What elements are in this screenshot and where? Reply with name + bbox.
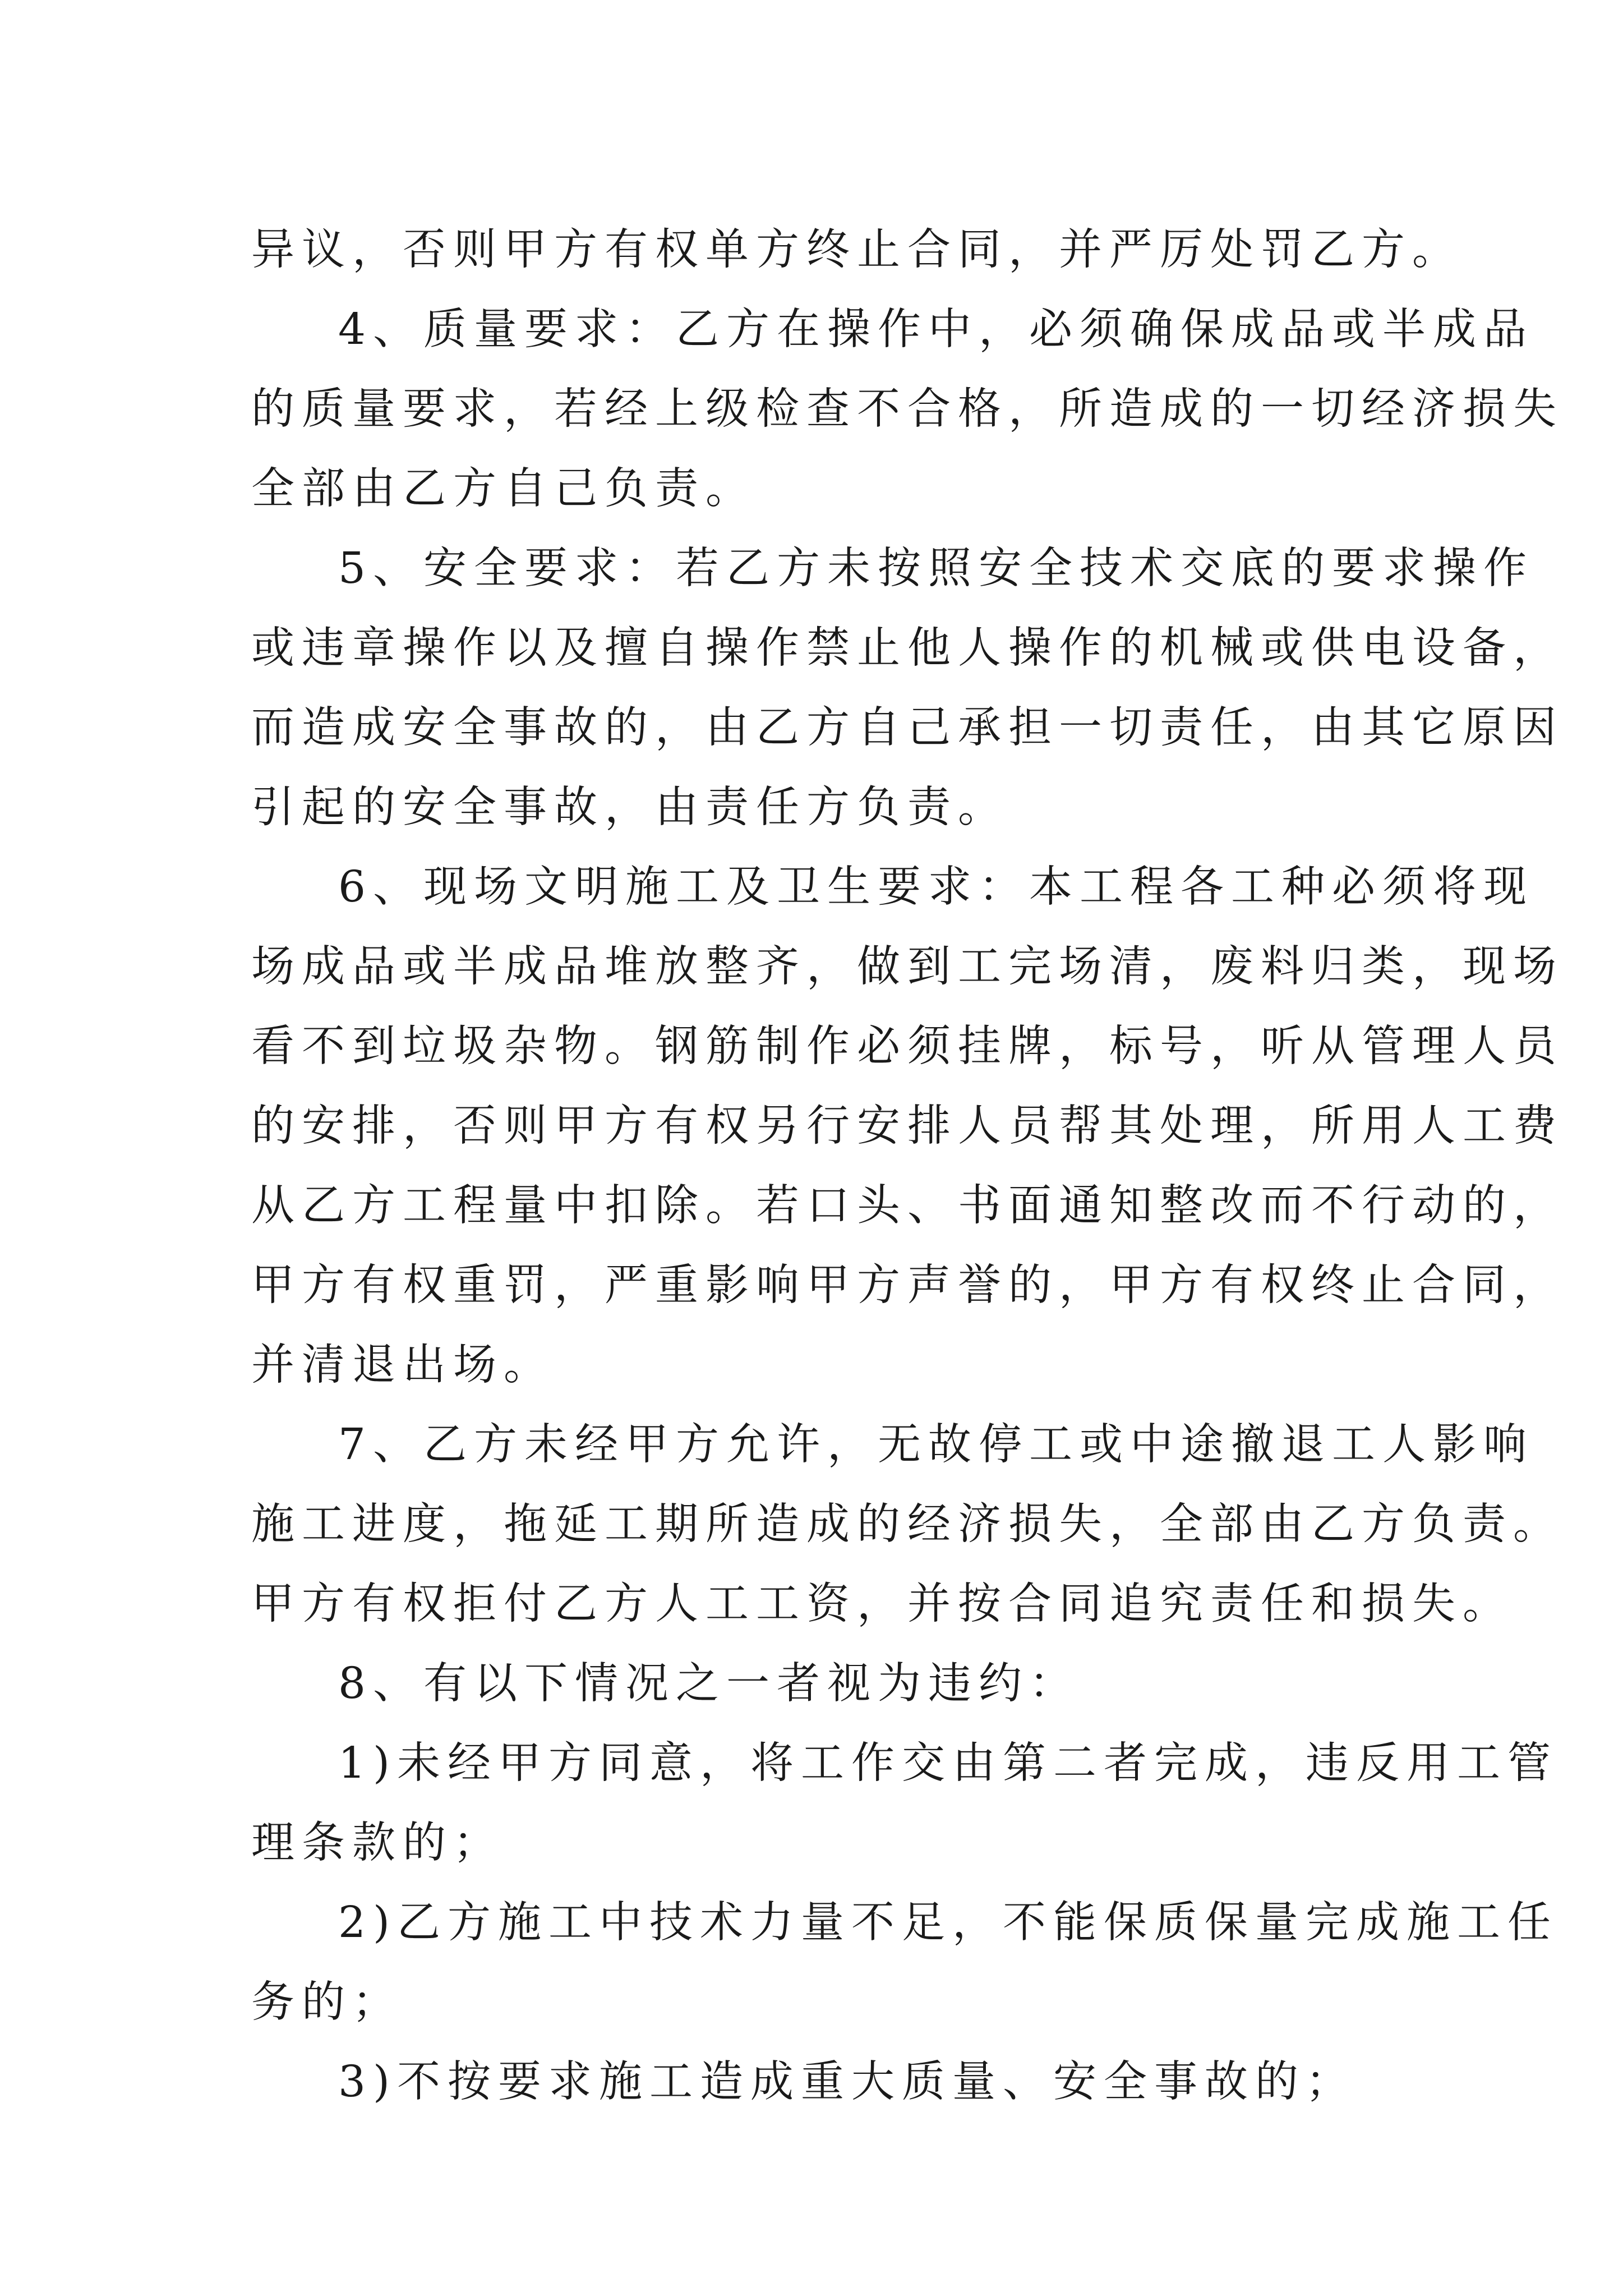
text-line: 务的；: [251, 1977, 403, 2027]
text-line: 看不到垃圾杂物。钢筋制作必须挂牌，标号，听从管理人员: [251, 1022, 1564, 1071]
text-line: 场成品或半成品堆放整齐，做到工完场清，废料归类，现场: [251, 942, 1564, 992]
sub-item-1-line: 1)未经甲方同意，将工作交由第二者完成，违反用工管: [338, 1738, 1559, 1788]
text-line: 从乙方工程量中扣除。若口头、书面通知整改而不行动的，: [251, 1181, 1564, 1231]
text-line: 全部由乙方自己负责。: [251, 464, 756, 514]
sub-item-3-line: 3)不按要求施工造成重大质量、安全事故的；: [338, 2057, 1357, 2107]
text-line: 而造成安全事故的，由乙方自己承担一切责任，由其它原因: [251, 703, 1564, 753]
clause-8-line: 8、有以下情况之一者视为违约：: [338, 1659, 1080, 1709]
text-line: 的质量要求，若经上级检查不合格，所造成的一切经济损失: [251, 384, 1564, 434]
text-line: 施工进度，拖延工期所造成的经济损失，全部由乙方负责。: [251, 1499, 1564, 1549]
text-line: 并清退出场。: [251, 1340, 554, 1390]
document-body: [251, 210, 1564, 2122]
text-line: 的安排，否则甲方有权另行安排人员帮其处理，所用人工费: [251, 1101, 1564, 1151]
clause-6-line: 6、现场文明施工及卫生要求：本工程各工种必须将现: [338, 862, 1534, 912]
clause-5-line: 5、安全要求：若乙方未按照安全技术交底的要求操作: [338, 544, 1534, 593]
clause-7-line: 7、乙方未经甲方允许，无故停工或中途撤退工人影响: [338, 1420, 1534, 1470]
text-line: 甲方有权拒付乙方人工工资，并按合同追究责任和损失。: [251, 1579, 1513, 1629]
text-line: 引起的安全事故，由责任方负责。: [251, 783, 1008, 832]
sub-item-2-line: 2)乙方施工中技术力量不足，不能保质保量完成施工任: [338, 1898, 1559, 1948]
text-line: 或违章操作以及擅自操作禁止他人操作的机械或供电设备，: [251, 623, 1564, 673]
text-line: 甲方有权重罚，严重影响甲方声誉的，甲方有权终止合同，: [251, 1260, 1564, 1310]
clause-4-line: 4、质量要求：乙方在操作中，必须确保成品或半成品: [338, 305, 1534, 355]
text-line: 理条款的；: [251, 1818, 504, 1868]
text-line: 异议，否则甲方有权单方终止合同，并严厉处罚乙方。: [251, 225, 1463, 275]
